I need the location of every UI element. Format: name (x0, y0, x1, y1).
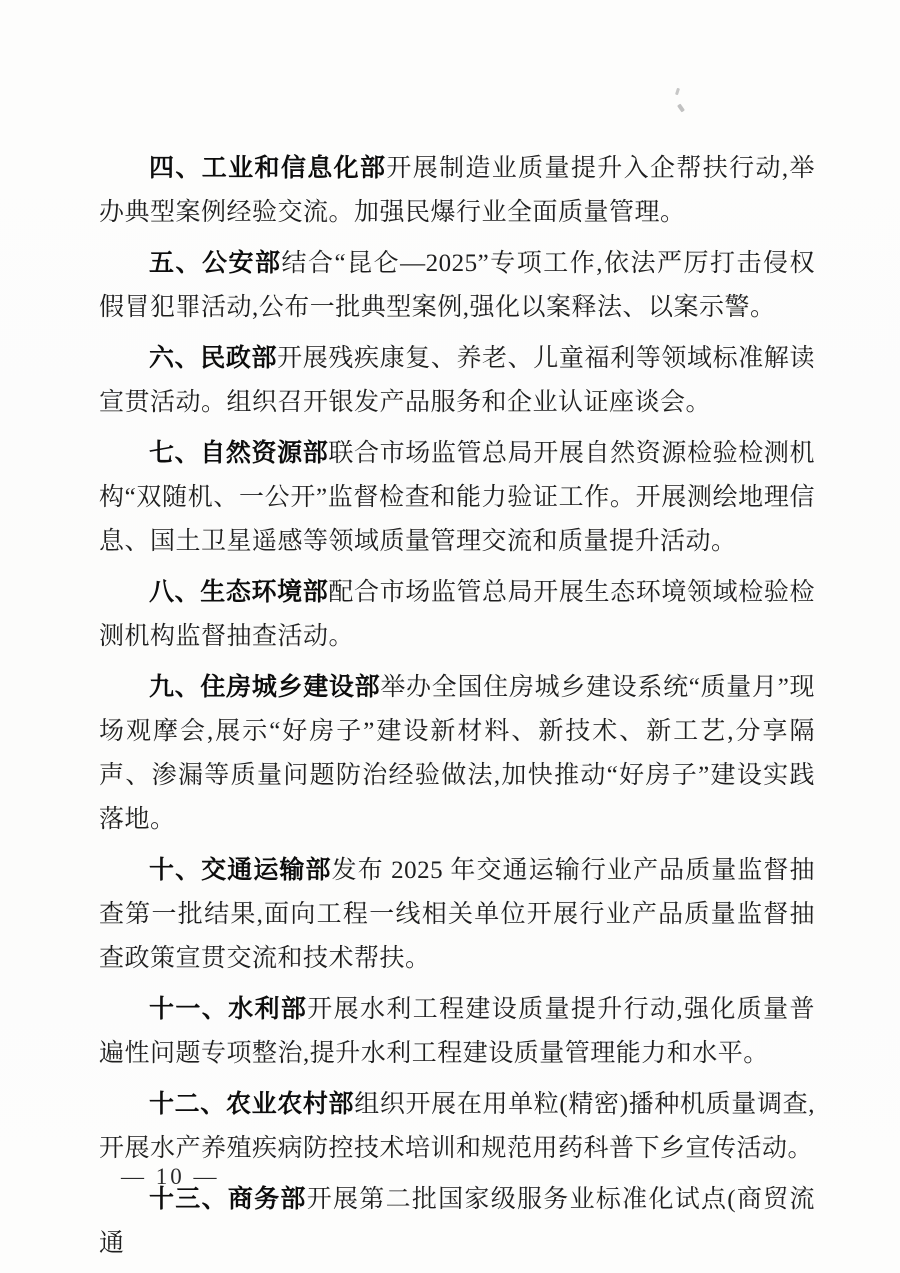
paragraph-text: 配合市场监管总局开展生态环境领域检验检测机构监督抽查活动。 (99, 579, 815, 650)
paragraph-text: 联合市场监管总局开展自然资源检验检测机构“双随机、一公开”监督检查和能力验证工作。开展测绘地理信息、国土卫星遥感等领域质量管理交流和质量提升活动。 (99, 440, 815, 555)
paragraph-text: 发布 2025 年交通运输行业产品质量监督抽查第一批结果,面向工程一线相关单位开展行业产品质量监督抽查政策宣贯交流和技术帮扶。 (99, 857, 815, 972)
ministry-heading: 六、民政部 (149, 344, 278, 372)
paragraph-agriculture (99, 1082, 815, 1171)
paragraph-text: 结合“昆仑—2025”专项工作,依法严厉打击侵权假冒犯罪活动,公布一批典型案例,强化以案释法、以案示警。 (99, 250, 815, 321)
paragraph-housing-construction (99, 665, 815, 842)
document-body (99, 146, 815, 1272)
paragraph-text: 开展第二批国家级服务业标准化试点(商贸流通 (99, 1186, 815, 1257)
ministry-heading: 十二、农业农村部 (149, 1090, 355, 1118)
paragraph-text: 开展残疾康复、养老、儿童福利等领域标准解读宣贯活动。组织召开银发产品服务和企业认证座谈会。 (99, 345, 815, 416)
ministry-heading: 八、生态环境部 (149, 578, 329, 606)
paragraph-water-resources (99, 987, 815, 1076)
paragraph-text: 开展水利工程建设质量提升行动,强化质量普遍性问题专项整治,提升水利工程建设质量管理能力和水平。 (99, 996, 815, 1067)
paragraph-text: 组织开展在用单粒(精密)播种机质量调查,开展水产养殖疾病防控技术培训和规范用药科普下乡宣传活动。 (99, 1091, 815, 1162)
ministry-heading: 五、公安部 (149, 249, 282, 277)
ministry-heading: 十一、水利部 (149, 995, 308, 1023)
ministry-heading: 九、住房城乡建设部 (149, 673, 381, 701)
ministry-heading: 十、交通运输部 (149, 856, 332, 884)
paragraph-natural-resources (99, 431, 815, 564)
paragraph-transport (99, 848, 815, 981)
paragraph-text: 开展制造业质量提升入企帮扶行动,举办典型案例经验交流。加强民爆行业全面质量管理。 (99, 155, 815, 226)
ministry-heading: 七、自然资源部 (149, 439, 329, 467)
scan-speck-icon (675, 88, 680, 96)
paragraph-civil-affairs (99, 336, 815, 425)
ministry-heading: 四、工业和信息化部 (149, 154, 387, 182)
paragraph-miit (99, 146, 815, 235)
scan-speck-icon (677, 104, 685, 113)
paragraph-text: 举办全国住房城乡建设系统“质量月”现场观摩会,展示“好房子”建设新材料、新技术、新工艺,分享隔声、渗漏等质量问题防治经验做法,加快推动“好房子”建设实践落地。 (99, 674, 815, 833)
ministry-heading: 十三、商务部 (149, 1185, 307, 1213)
paragraph-ecology-environment (99, 570, 815, 659)
page-number: — 10 — (121, 1164, 220, 1189)
paragraph-public-security (99, 241, 815, 330)
